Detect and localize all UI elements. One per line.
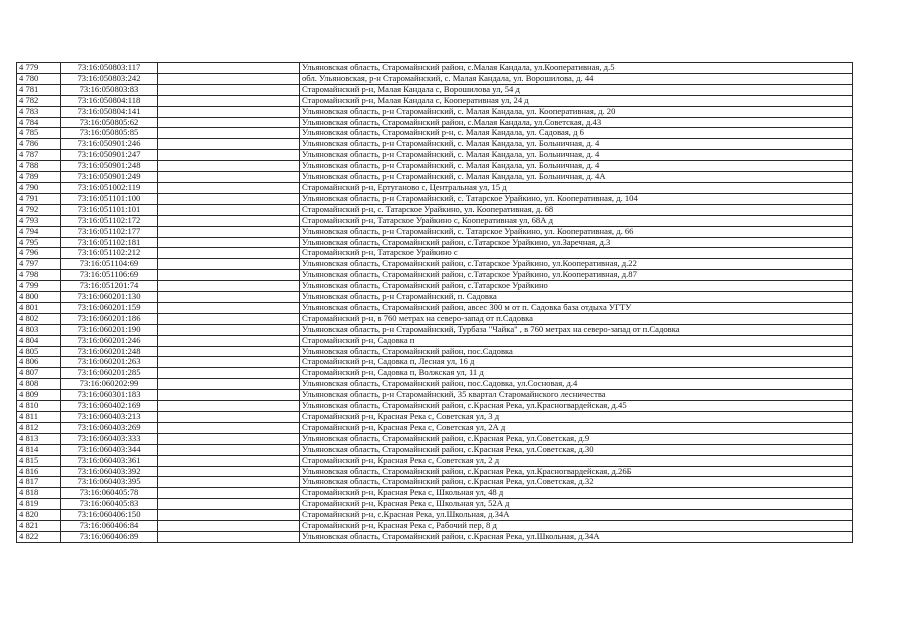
table-row bbox=[17, 161, 853, 172]
cadastral-number-cell: 73:16:060406:84 bbox=[61, 521, 158, 532]
cadastral-number-cell: 73:16:050804:141 bbox=[61, 106, 158, 117]
registry-table-body bbox=[17, 63, 853, 543]
row-number-cell: 4 794 bbox=[17, 226, 61, 237]
row-number-cell: 4 803 bbox=[17, 324, 61, 335]
cadastral-number-cell: 73:16:051102:181 bbox=[61, 237, 158, 248]
empty-cell bbox=[158, 73, 300, 84]
table-row bbox=[17, 292, 853, 303]
empty-cell bbox=[158, 106, 300, 117]
empty-cell bbox=[158, 521, 300, 532]
address-cell: Ульяновская область, р-н Старомайнский, 35 квартал Старомайнского лесничества bbox=[300, 390, 853, 401]
address-cell: Ульяновская область, р-н Старомайнский, с. Татарское Урайкино, ул. Кооперативная, д. 104 bbox=[300, 193, 853, 204]
table-row bbox=[17, 302, 853, 313]
table-row bbox=[17, 412, 853, 423]
empty-cell bbox=[158, 182, 300, 193]
address-cell: Старомайнский р-н, Садовка п, Лесная ул, 16 д bbox=[300, 357, 853, 368]
address-cell: Ульяновская область, Старомайнский район, пос.Садовка, ул.Сосновая, д.4 bbox=[300, 379, 853, 390]
address-cell: Ульяновская область, Старомайнский район, с.Татарское Урайкино, ул.Кооперативная, д.22 bbox=[300, 259, 853, 270]
row-number-cell: 4 793 bbox=[17, 215, 61, 226]
empty-cell bbox=[158, 215, 300, 226]
row-number-cell: 4 798 bbox=[17, 270, 61, 281]
address-cell: Ульяновская область, р-н Старомайнский, с. Малая Кандала, ул. Больничная, д. 4 bbox=[300, 150, 853, 161]
address-cell: Ульяновская область, Старомайнский район, с.Малая Кандала, ул.Советская, д.43 bbox=[300, 117, 853, 128]
address-cell: Ульяновская область, р-н Старомайнский, Турбаза "Чайка" , в 760 метрах на северо-запад от п.Садовка bbox=[300, 324, 853, 335]
address-cell: Ульяновская область, Старомайнский район, пос.Садовка bbox=[300, 346, 853, 357]
cadastral-number-cell: 73:16:050803:242 bbox=[61, 73, 158, 84]
cadastral-number-cell: 73:16:060405:83 bbox=[61, 499, 158, 510]
row-number-cell: 4 788 bbox=[17, 161, 61, 172]
empty-cell bbox=[158, 335, 300, 346]
row-number-cell: 4 808 bbox=[17, 379, 61, 390]
empty-cell bbox=[158, 281, 300, 292]
row-number-cell: 4 780 bbox=[17, 73, 61, 84]
address-cell: Ульяновская область, Старомайнский район, с.Красная Река, ул.Советская, д.30 bbox=[300, 444, 853, 455]
address-cell: Ульяновская область, Старомайнский район, авсес 300 м от п. Садовка база отдыха УГТУ bbox=[300, 302, 853, 313]
cadastral-number-cell: 73:16:051201:74 bbox=[61, 281, 158, 292]
address-cell: Ульяновская область, р-н Старомайнский, с. Малая Кандала, ул. Больничная, д. 4 bbox=[300, 139, 853, 150]
row-number-cell: 4 799 bbox=[17, 281, 61, 292]
empty-cell bbox=[158, 466, 300, 477]
address-cell: Старомайнский р-н, Татарское Урайкино с bbox=[300, 248, 853, 259]
empty-cell bbox=[158, 401, 300, 412]
table-row bbox=[17, 422, 853, 433]
empty-cell bbox=[158, 433, 300, 444]
table-row bbox=[17, 248, 853, 259]
address-cell: Старомайнский р-н, Садовка п bbox=[300, 335, 853, 346]
table-row bbox=[17, 510, 853, 521]
table-row bbox=[17, 466, 853, 477]
empty-cell bbox=[158, 390, 300, 401]
empty-cell bbox=[158, 84, 300, 95]
address-cell: Ульяновская область, Старомайнский район, с.Красная Река, ул.Красногвардейская, д.45 bbox=[300, 401, 853, 412]
cadastral-number-cell: 73:16:050901:246 bbox=[61, 139, 158, 150]
cadastral-number-cell: 73:16:060403:395 bbox=[61, 477, 158, 488]
cadastral-number-cell: 73:16:050805:85 bbox=[61, 128, 158, 139]
row-number-cell: 4 781 bbox=[17, 84, 61, 95]
cadastral-number-cell: 73:16:060402:169 bbox=[61, 401, 158, 412]
registry-table bbox=[16, 62, 853, 543]
row-number-cell: 4 779 bbox=[17, 63, 61, 74]
row-number-cell: 4 797 bbox=[17, 259, 61, 270]
row-number-cell: 4 820 bbox=[17, 510, 61, 521]
empty-cell bbox=[158, 412, 300, 423]
empty-cell bbox=[158, 237, 300, 248]
row-number-cell: 4 789 bbox=[17, 172, 61, 183]
table-row bbox=[17, 324, 853, 335]
row-number-cell: 4 785 bbox=[17, 128, 61, 139]
row-number-cell: 4 790 bbox=[17, 182, 61, 193]
table-row bbox=[17, 172, 853, 183]
row-number-cell: 4 821 bbox=[17, 521, 61, 532]
address-cell: Ульяновская область, Старомайнский район, с.Татарское Урайкино bbox=[300, 281, 853, 292]
row-number-cell: 4 784 bbox=[17, 117, 61, 128]
cadastral-number-cell: 73:16:060201:159 bbox=[61, 302, 158, 313]
cadastral-number-cell: 73:16:060202:99 bbox=[61, 379, 158, 390]
cadastral-number-cell: 73:16:060403:361 bbox=[61, 455, 158, 466]
empty-cell bbox=[158, 302, 300, 313]
row-number-cell: 4 782 bbox=[17, 95, 61, 106]
address-cell: Старомайнский р-н, Малая Кандала с, Кооперативная ул, 24 д bbox=[300, 95, 853, 106]
table-row bbox=[17, 346, 853, 357]
table-row bbox=[17, 313, 853, 324]
address-cell: Ульяновская область, Старомайнский район, с.Татарское Урайкино, ул.Кооперативная, д.87 bbox=[300, 270, 853, 281]
empty-cell bbox=[158, 63, 300, 74]
row-number-cell: 4 804 bbox=[17, 335, 61, 346]
cadastral-number-cell: 73:16:060403:333 bbox=[61, 433, 158, 444]
table-row bbox=[17, 270, 853, 281]
row-number-cell: 4 813 bbox=[17, 433, 61, 444]
table-row bbox=[17, 281, 853, 292]
table-row bbox=[17, 401, 853, 412]
table-row bbox=[17, 150, 853, 161]
table-row bbox=[17, 182, 853, 193]
empty-cell bbox=[158, 379, 300, 390]
cadastral-number-cell: 73:16:060201:263 bbox=[61, 357, 158, 368]
empty-cell bbox=[158, 172, 300, 183]
empty-cell bbox=[158, 161, 300, 172]
cadastral-number-cell: 73:16:060201:285 bbox=[61, 368, 158, 379]
table-row bbox=[17, 455, 853, 466]
cadastral-number-cell: 73:16:060406:150 bbox=[61, 510, 158, 521]
table-row bbox=[17, 259, 853, 270]
empty-cell bbox=[158, 510, 300, 521]
row-number-cell: 4 819 bbox=[17, 499, 61, 510]
address-cell: Ульяновская область, р-н Старомайнский, с. Татарское Урайкино, ул. Кооперативная, д. 66 bbox=[300, 226, 853, 237]
address-cell: Старомайнский р-н, с. Татарское Урайкино, ул. Кооперативная, д. 68 bbox=[300, 204, 853, 215]
table-row bbox=[17, 237, 853, 248]
address-cell: Старомайнский р-н, Татарское Урайкино с, Кооперативная ул, 68А д bbox=[300, 215, 853, 226]
cadastral-number-cell: 73:16:060403:392 bbox=[61, 466, 158, 477]
table-row bbox=[17, 379, 853, 390]
cadastral-number-cell: 73:16:060201:248 bbox=[61, 346, 158, 357]
empty-cell bbox=[158, 324, 300, 335]
row-number-cell: 4 814 bbox=[17, 444, 61, 455]
empty-cell bbox=[158, 531, 300, 542]
empty-cell bbox=[158, 357, 300, 368]
address-cell: Ульяновская область, р-н Старомайнский, с. Малая Кандала, ул. Больничная, д. 4 bbox=[300, 161, 853, 172]
table-row bbox=[17, 531, 853, 542]
table-row bbox=[17, 106, 853, 117]
empty-cell bbox=[158, 346, 300, 357]
table-row bbox=[17, 128, 853, 139]
cadastral-number-cell: 73:16:051104:69 bbox=[61, 259, 158, 270]
empty-cell bbox=[158, 499, 300, 510]
empty-cell bbox=[158, 488, 300, 499]
empty-cell bbox=[158, 368, 300, 379]
cadastral-number-cell: 73:16:050804:118 bbox=[61, 95, 158, 106]
address-cell: Старомайнский р-н, Красная Река с, Школьная ул, 52А д bbox=[300, 499, 853, 510]
table-row bbox=[17, 84, 853, 95]
table-row bbox=[17, 193, 853, 204]
row-number-cell: 4 807 bbox=[17, 368, 61, 379]
cadastral-number-cell: 73:16:050901:249 bbox=[61, 172, 158, 183]
empty-cell bbox=[158, 150, 300, 161]
row-number-cell: 4 816 bbox=[17, 466, 61, 477]
registry-sheet bbox=[16, 62, 852, 543]
cadastral-number-cell: 73:16:051102:172 bbox=[61, 215, 158, 226]
table-row bbox=[17, 444, 853, 455]
address-cell: Ульяновская область, Старомайнский район, с.Татарское Урайкино, ул.Заречная, д.3 bbox=[300, 237, 853, 248]
address-cell: Старомайнский р-н, Красная Река с, Советская ул, 3 д bbox=[300, 412, 853, 423]
table-row bbox=[17, 521, 853, 532]
address-cell: Ульяновская область, Старомайнский р-н, с. Малая Кандала, ул. Садовая, д 6 bbox=[300, 128, 853, 139]
table-row bbox=[17, 499, 853, 510]
cadastral-number-cell: 73:16:051101:101 bbox=[61, 204, 158, 215]
address-cell: Ульяновская область, р-н Старомайнский, с. Малая Кандала, ул. Больничная, д. 4А bbox=[300, 172, 853, 183]
row-number-cell: 4 815 bbox=[17, 455, 61, 466]
table-row bbox=[17, 477, 853, 488]
table-row bbox=[17, 117, 853, 128]
row-number-cell: 4 802 bbox=[17, 313, 61, 324]
row-number-cell: 4 809 bbox=[17, 390, 61, 401]
empty-cell bbox=[158, 193, 300, 204]
address-cell: Старомайнский р-н, Малая Кандала с, Ворошилова ул, 54 д bbox=[300, 84, 853, 95]
address-cell: Старомайнский р-н, Садовка п, Волжская ул, 11 д bbox=[300, 368, 853, 379]
empty-cell bbox=[158, 139, 300, 150]
cadastral-number-cell: 73:16:060403:213 bbox=[61, 412, 158, 423]
table-row bbox=[17, 95, 853, 106]
empty-cell bbox=[158, 422, 300, 433]
cadastral-number-cell: 73:16:050803:83 bbox=[61, 84, 158, 95]
table-row bbox=[17, 357, 853, 368]
address-cell: Ульяновская область, Старомайнский район, с.Красная Река, ул.Красногвардейская, д.26Б bbox=[300, 466, 853, 477]
row-number-cell: 4 792 bbox=[17, 204, 61, 215]
cadastral-number-cell: 73:16:060201:186 bbox=[61, 313, 158, 324]
row-number-cell: 4 791 bbox=[17, 193, 61, 204]
row-number-cell: 4 806 bbox=[17, 357, 61, 368]
address-cell: Ульяновская область, Старомайнский район, с.Красная Река, ул.Школьная, д.34А bbox=[300, 531, 853, 542]
cadastral-number-cell: 73:16:050901:247 bbox=[61, 150, 158, 161]
empty-cell bbox=[158, 259, 300, 270]
cadastral-number-cell: 73:16:051106:69 bbox=[61, 270, 158, 281]
cadastral-number-cell: 73:16:060301:183 bbox=[61, 390, 158, 401]
address-cell: Ульяновская область, р-н Старомайнский, с. Малая Кандала, ул. Кооперативная, д. 20 bbox=[300, 106, 853, 117]
row-number-cell: 4 787 bbox=[17, 150, 61, 161]
cadastral-number-cell: 73:16:060405:78 bbox=[61, 488, 158, 499]
row-number-cell: 4 801 bbox=[17, 302, 61, 313]
address-cell: Старомайнский р-н, Ертуганово с, Центральная ул, 15 д bbox=[300, 182, 853, 193]
table-row bbox=[17, 226, 853, 237]
table-row bbox=[17, 215, 853, 226]
cadastral-number-cell: 73:16:050805:62 bbox=[61, 117, 158, 128]
cadastral-number-cell: 73:16:051101:100 bbox=[61, 193, 158, 204]
row-number-cell: 4 812 bbox=[17, 422, 61, 433]
address-cell: Старомайнский р-н, с.Красная Река, ул.Школьная, д.34А bbox=[300, 510, 853, 521]
empty-cell bbox=[158, 444, 300, 455]
row-number-cell: 4 783 bbox=[17, 106, 61, 117]
empty-cell bbox=[158, 117, 300, 128]
empty-cell bbox=[158, 455, 300, 466]
address-cell: Ульяновская область, р-н Старомайнский, п. Садовка bbox=[300, 292, 853, 303]
table-row bbox=[17, 488, 853, 499]
row-number-cell: 4 818 bbox=[17, 488, 61, 499]
cadastral-number-cell: 73:16:051102:212 bbox=[61, 248, 158, 259]
empty-cell bbox=[158, 477, 300, 488]
address-cell: Ульяновская область, Старомайнский район, с.Красная Река, ул.Советская, д.9 bbox=[300, 433, 853, 444]
empty-cell bbox=[158, 226, 300, 237]
cadastral-number-cell: 73:16:051002:119 bbox=[61, 182, 158, 193]
cadastral-number-cell: 73:16:060403:344 bbox=[61, 444, 158, 455]
empty-cell bbox=[158, 292, 300, 303]
table-row bbox=[17, 204, 853, 215]
address-cell: Ульяновская область, Старомайнский район, с.Красная Река, ул.Советская, д.32 bbox=[300, 477, 853, 488]
row-number-cell: 4 796 bbox=[17, 248, 61, 259]
table-row bbox=[17, 139, 853, 150]
address-cell: Старомайнский р-н, в 760 метрах на северо-запад от п.Садовка bbox=[300, 313, 853, 324]
address-cell: обл. Ульяновская, р-н Старомайнский, с. Малая Кандала, ул. Ворошилова, д. 44 bbox=[300, 73, 853, 84]
address-cell: Старомайнский р-н, Красная Река с, Рабочий пер, 8 д bbox=[300, 521, 853, 532]
row-number-cell: 4 810 bbox=[17, 401, 61, 412]
empty-cell bbox=[158, 95, 300, 106]
address-cell: Ульяновская область, Старомайнский район, с.Малая Кандала, ул.Кооперативная, д.5 bbox=[300, 63, 853, 74]
address-cell: Старомайнский р-н, Красная Река с, Советская ул, 2 д bbox=[300, 455, 853, 466]
cadastral-number-cell: 73:16:060201:246 bbox=[61, 335, 158, 346]
empty-cell bbox=[158, 248, 300, 259]
address-cell: Старомайнский р-н, Красная Река с, Школьная ул, 48 д bbox=[300, 488, 853, 499]
empty-cell bbox=[158, 270, 300, 281]
row-number-cell: 4 800 bbox=[17, 292, 61, 303]
address-cell: Старомайнский р-н, Красная Река с, Советская ул, 2А д bbox=[300, 422, 853, 433]
row-number-cell: 4 822 bbox=[17, 531, 61, 542]
cadastral-number-cell: 73:16:060406:89 bbox=[61, 531, 158, 542]
table-row bbox=[17, 368, 853, 379]
cadastral-number-cell: 73:16:060403:269 bbox=[61, 422, 158, 433]
row-number-cell: 4 805 bbox=[17, 346, 61, 357]
cadastral-number-cell: 73:16:050803:117 bbox=[61, 63, 158, 74]
table-row bbox=[17, 335, 853, 346]
cadastral-number-cell: 73:16:050901:248 bbox=[61, 161, 158, 172]
table-row bbox=[17, 433, 853, 444]
cadastral-number-cell: 73:16:051102:177 bbox=[61, 226, 158, 237]
row-number-cell: 4 817 bbox=[17, 477, 61, 488]
empty-cell bbox=[158, 313, 300, 324]
cadastral-number-cell: 73:16:060201:130 bbox=[61, 292, 158, 303]
empty-cell bbox=[158, 204, 300, 215]
table-row bbox=[17, 63, 853, 74]
row-number-cell: 4 811 bbox=[17, 412, 61, 423]
row-number-cell: 4 795 bbox=[17, 237, 61, 248]
table-row bbox=[17, 73, 853, 84]
table-row bbox=[17, 390, 853, 401]
empty-cell bbox=[158, 128, 300, 139]
cadastral-number-cell: 73:16:060201:190 bbox=[61, 324, 158, 335]
row-number-cell: 4 786 bbox=[17, 139, 61, 150]
